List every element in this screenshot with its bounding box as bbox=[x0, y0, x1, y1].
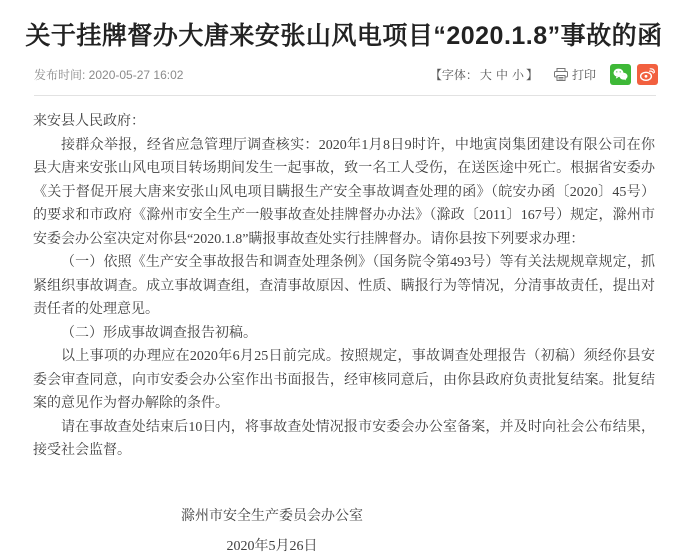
publish-time-label: 发布时间: bbox=[34, 68, 89, 82]
document-body bbox=[33, 110, 655, 558]
wechat-share-button[interactable] bbox=[610, 64, 631, 85]
font-bracket-close: 】 bbox=[525, 68, 538, 82]
meta-row bbox=[34, 64, 658, 85]
font-bracket-open: 【字体： bbox=[429, 68, 478, 82]
page-title: 关于挂牌督办大唐来安张山风电项目“2020.1.8”事故的函 bbox=[25, 22, 663, 50]
print-label: 打印 bbox=[571, 68, 596, 82]
publish-time bbox=[34, 66, 183, 83]
font-size-medium-button[interactable]: 中 bbox=[495, 68, 508, 82]
font-size-control bbox=[430, 66, 538, 83]
paragraph-deadline: 以上事项的办理应在2020年6月25日前完成。按照规定，事故调查处理报告（初稿）须经你县安委会审查同意，向市安委会办公室作出书面报告，经审核同意后，由你县政府负责批复结案。批复结案的意见作为督办解除的条件。 bbox=[33, 349, 655, 411]
paragraph-item-1: （一）依照《生产安全事故报告和调查处理条例》（国务院令第493号）等有关法规规章规定，抓紧组织事故调查。成立事故调查组，查清事故原因、性质、瞒报行为等情况，分清事故责任，提出对责任者的处理意见。 bbox=[33, 255, 655, 317]
signature-block bbox=[127, 505, 417, 558]
paragraph-intro: 接群众举报，经省应急管理厅调查核实：2020年1月8日9时许，中地寅岗集团建设有限公司在你县大唐来安张山风电项目转场期间发生一起事故，致一名工人受伤，在送医途中死亡。根据省安委办《关于督促开展大唐来安张山风电项目瞒报生产安全事故调查处理的函》（皖安办函〔2020〕45号）的要求和市政府《滁州市安全生产一般事故查处挂牌督办办法》（滁政〔2011〕167号）规定，滁州市安委会办公室决定对你县“2020.1.8”瞒报事故查处实行挂牌督办。请你县按下列要求办理： bbox=[33, 137, 655, 247]
paragraph-report: 请在事故查处结束后10日内，将事故查处情况报市安委会办公室备案，并及时向社会公布结果，接受社会监督。 bbox=[33, 419, 655, 458]
print-button[interactable] bbox=[554, 66, 596, 83]
weibo-share-button[interactable] bbox=[637, 64, 658, 85]
paragraph-item-2: （二）形成事故调查报告初稿。 bbox=[61, 325, 257, 341]
weibo-share-icon bbox=[640, 68, 655, 81]
wechat-share-icon bbox=[613, 68, 628, 81]
signature-org: 滁州市安全生产委员会办公室 bbox=[181, 508, 363, 524]
signature-date: 2020年5月26日 bbox=[226, 538, 318, 554]
font-size-large-button[interactable]: 大 bbox=[479, 68, 492, 82]
printer-icon bbox=[554, 68, 568, 81]
salutation: 来安县人民政府： bbox=[33, 114, 145, 129]
header-divider bbox=[34, 95, 656, 96]
article-toolbar bbox=[430, 64, 658, 85]
font-size-small-button[interactable]: 小 bbox=[511, 68, 524, 82]
publish-time-value: 2020-05-27 16:02 bbox=[88, 68, 184, 82]
